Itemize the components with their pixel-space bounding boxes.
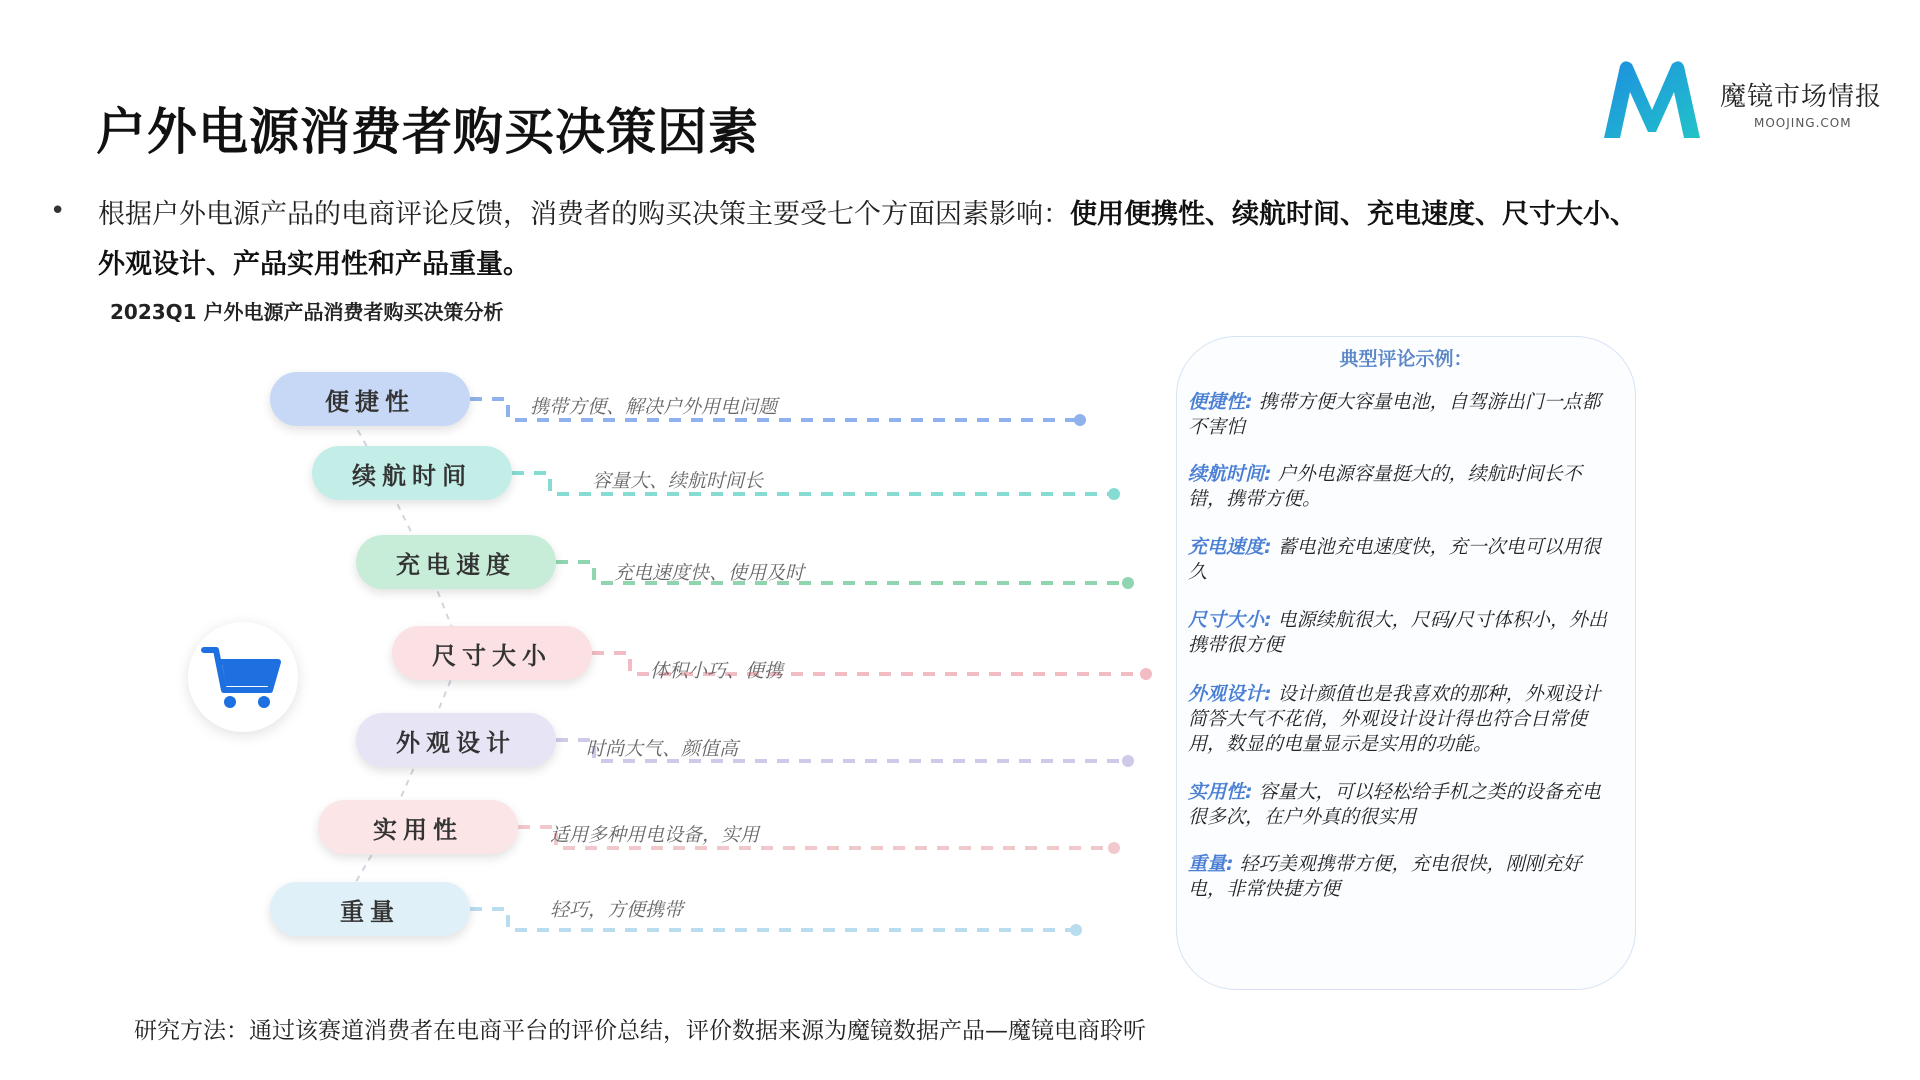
summary-emphasis-2: 外观设计、产品实用性和产品重量。 xyxy=(98,249,530,280)
factor-description: 容量大、续航时间长 xyxy=(592,470,764,492)
review-text: 轻巧美观携带方便，充电很快，刚刚充好电，非常快捷方便 xyxy=(1188,853,1582,900)
factor-pill: 尺寸大小 xyxy=(392,626,592,680)
summary-emphasis-1: 使用便携性、续航时间、充电速度、尺寸大小、 xyxy=(1070,199,1637,230)
cart-badge xyxy=(188,622,298,732)
review-label: 便捷性: xyxy=(1188,391,1253,413)
review-text: 设计颜值也是我喜欢的那种，外观设计简答大气不花俏，外观设计设计得也符合日常使用，数显的电量显示是实用的功能。 xyxy=(1188,683,1601,755)
review-text: 蓄电池充电速度快，充一次电可以用很久 xyxy=(1188,536,1601,583)
review-text: 电源续航很大，尺码/尺寸体积小，外出携带很方便 xyxy=(1188,609,1608,656)
bullet-dot: • xyxy=(50,196,66,226)
factor-end-dot xyxy=(1108,488,1120,500)
review-item xyxy=(1188,852,1618,902)
review-text: 容量大，可以轻松给手机之类的设备充电很多次，在户外真的很实用 xyxy=(1188,781,1601,828)
logo-url: MOOJING.COM xyxy=(1754,116,1852,130)
factor-description: 充电速度快、使用及时 xyxy=(614,562,805,584)
review-text: 携带方便大容量电池，自驾游出门一点都不害怕 xyxy=(1188,391,1601,438)
factor-end-dot xyxy=(1070,924,1082,936)
review-label: 重量: xyxy=(1188,853,1234,875)
factor-pill: 充电速度 xyxy=(356,535,556,589)
factor-description: 体积小巧、便携 xyxy=(650,660,784,682)
review-label: 续航时间: xyxy=(1188,463,1272,485)
review-item xyxy=(1188,390,1618,440)
review-item xyxy=(1188,608,1618,658)
review-text: 户外电源容量挺大的，续航时间长不错，携带方便。 xyxy=(1188,463,1582,510)
review-item xyxy=(1188,462,1618,512)
research-method-note: 研究方法：通过该赛道消费者在电商平台的评价总结，评价数据来源为魔镜数据产品—魔镜电商聆听 xyxy=(134,1018,1146,1044)
shopping-cart-icon xyxy=(188,622,298,732)
factor-end-dot xyxy=(1108,842,1120,854)
factor-description: 携带方便、解决户外用电问题 xyxy=(530,396,778,418)
review-item xyxy=(1188,682,1618,757)
factor-pill: 外观设计 xyxy=(356,713,556,767)
factor-pill: 重量 xyxy=(270,882,470,936)
review-label: 尺寸大小: xyxy=(1188,609,1272,631)
page-title: 户外电源消费者购买决策因素 xyxy=(96,103,759,161)
factor-end-dot xyxy=(1140,668,1152,680)
factor-end-dot xyxy=(1074,414,1086,426)
factor-end-dot xyxy=(1122,755,1134,767)
factor-pill: 续航时间 xyxy=(312,446,512,500)
review-label: 充电速度: xyxy=(1188,536,1272,558)
factor-description: 适用多种用电设备，实用 xyxy=(550,824,760,846)
factor-description: 时尚大气、颜值高 xyxy=(586,738,739,760)
factor-pill: 实用性 xyxy=(318,800,518,854)
review-item xyxy=(1188,535,1618,585)
review-label: 实用性: xyxy=(1188,781,1253,803)
review-item xyxy=(1188,780,1618,830)
review-label: 外观设计: xyxy=(1188,683,1272,705)
factor-end-dot xyxy=(1122,577,1134,589)
summary-prefix: 根据户外电源产品的电商评论反馈，消费者的购买决策主要受七个方面因素影响： xyxy=(98,199,1070,230)
chart-title: 2023Q1 户外电源产品消费者购买决策分析 xyxy=(110,300,504,324)
factor-description: 轻巧，方便携带 xyxy=(550,899,684,921)
factor-pill: 便捷性 xyxy=(270,372,470,426)
review-panel-title: 典型评论示例： xyxy=(1339,348,1473,370)
logo-name: 魔镜市场情报 xyxy=(1720,82,1883,112)
